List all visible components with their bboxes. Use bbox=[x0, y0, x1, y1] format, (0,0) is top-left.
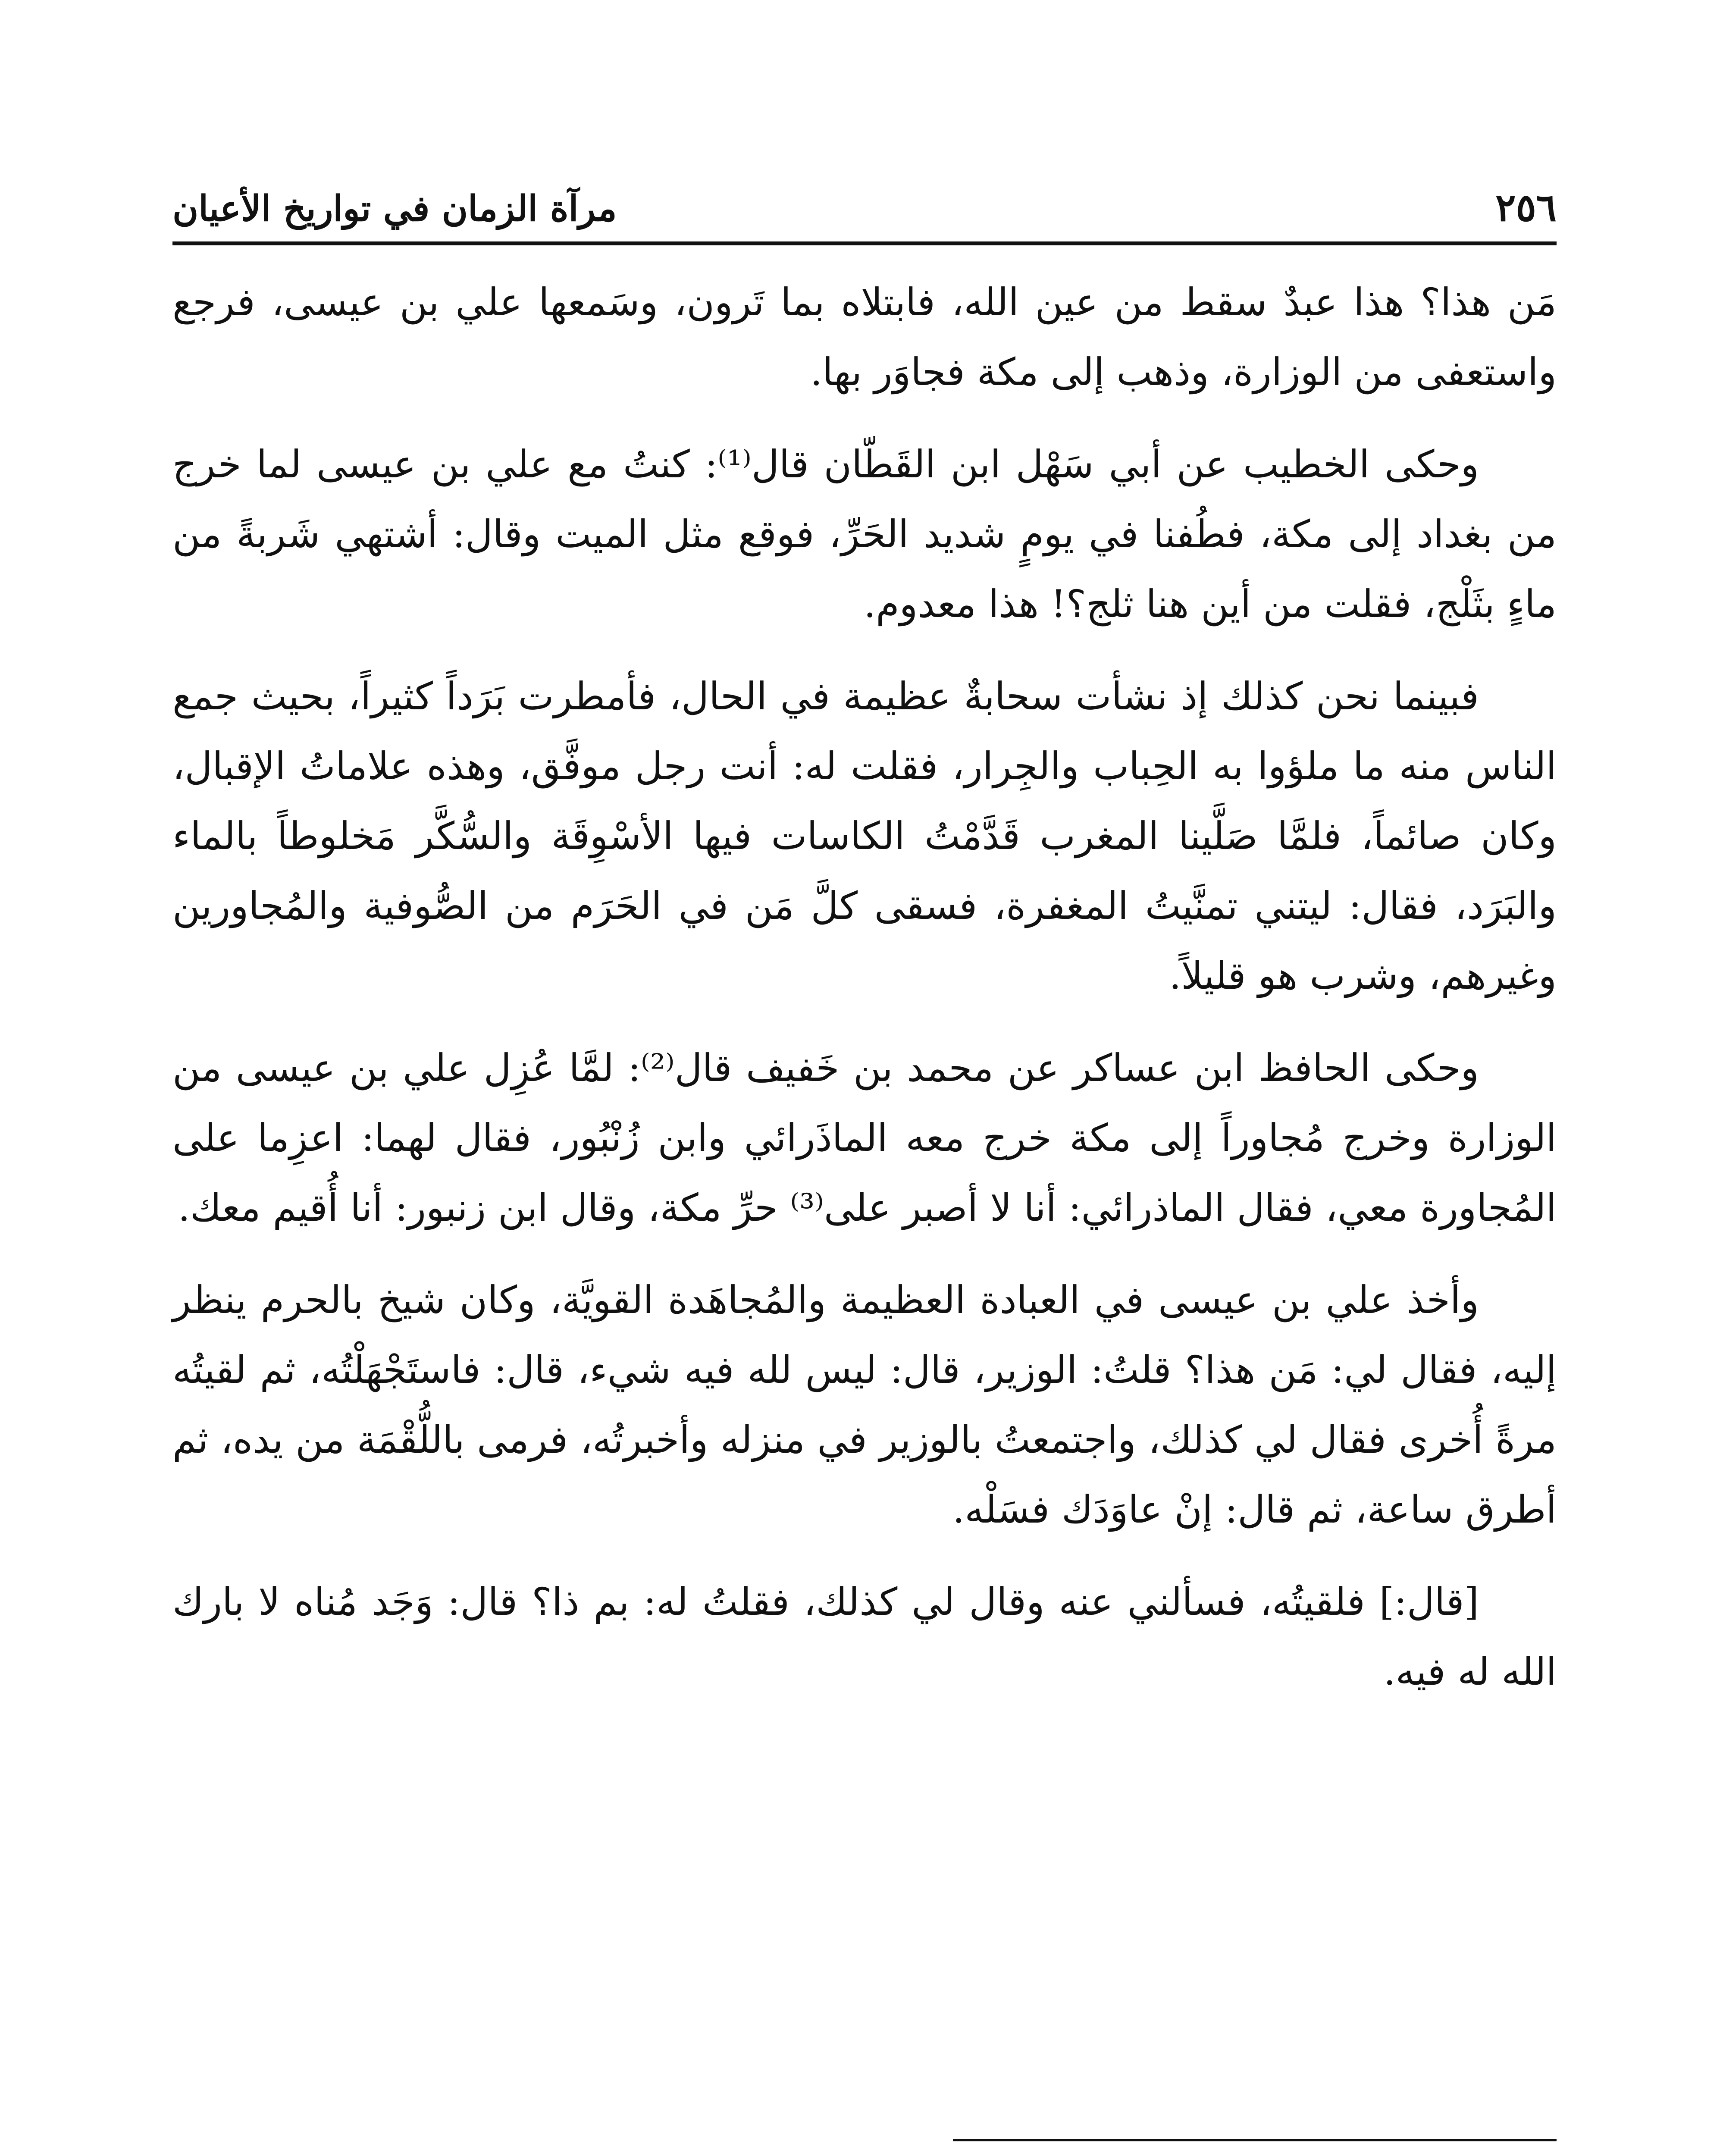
paragraph: وأخذ علي بن عيسى في العبادة العظيمة والمُجاهَدة القويَّة، وكان شيخ بالحرم ينظر إليه، فقال لي: مَن هذا؟ قلتُ: الوزير، قال: ليس لله فيه شيء، قال: فاستَجْهَلْتُه، ثم لقيتُه مرةً أُخرى فقال لي كذلك، واجتمعتُ بالوزير في منزله وأخبرتُه، فرمى باللُّقْمَة من يده، ثم أطرق ساعة، ثم قال: إنْ عاوَدَك فسَلْه. bbox=[172, 1278, 1557, 1532]
page-number: ٢٥٦ bbox=[1495, 185, 1557, 230]
paragraph: [قال:] فلقيتُه، فسألني عنه وقال لي كذلك، فقلتُ له: بم ذا؟ قال: وَجَد مُناه لا بارك الله له فيه. bbox=[172, 1579, 1557, 1694]
main-text bbox=[172, 267, 1557, 1729]
header-divider bbox=[172, 241, 1557, 245]
footnote-divider bbox=[953, 2139, 1557, 2141]
page-header bbox=[172, 166, 1557, 230]
paragraph: مَن هذا؟ هذا عبدٌ سقط من عين الله، فابتلاه بما تَرون، وسَمعها علي بن عيسى، فرجع واستعفى من الوزارة، وذهب إلى مكة فجاوَر بها. bbox=[172, 280, 1557, 394]
paragraph: وحكى الخطيب عن أبي سَهْل ابن القَطّان قال⁽¹⁾: كنتُ مع علي بن عيسى لما خرج من بغداد إلى مكة، فطُفنا في يومٍ شديد الحَرِّ، فوقع مثل الميت وقال: أشتهي شَربةً من ماءٍ بثَلْج، فقلت من أين هنا ثلج؟! هذا معدوم. bbox=[172, 442, 1557, 626]
paragraph: وحكى الحافظ ابن عساكر عن محمد بن خَفيف قال⁽²⁾: لمَّا عُزِل علي بن عيسى من الوزارة وخرج مُجاوراً إلى مكة خرج معه الماذَرائي وابن زُنْبُور، فقال لهما: اعزِما على المُجاورة معي، فقال الماذرائي: أنا لا أصبر على⁽³⁾ حرِّ مكة، وقال ابن زنبور: أنا أُقيم معك. bbox=[172, 1046, 1557, 1230]
running-title: مرآة الزمان في تواريخ الأعيان bbox=[172, 188, 617, 229]
paragraph: فبينما نحن كذلك إذ نشأت سحابةٌ عظيمة في الحال، فأمطرت بَرَداً كثيراً، بحيث جمع الناس منه ما ملؤوا به الحِباب والجِرار، فقلت له: أنت رجل موفَّق، وهذه علاماتُ الإقبال، وكان صائماً، فلمَّا صَلَّينا المغرب قَدَّمْتُ الكاسات فيها الأسْوِقَة والسُّكَّر مَخلوطاً بالماء والبَرَد، فقال: ليتني تمنَّيتُ المغفرة، فسقى كلَّ مَن في الحَرَم من الصُّوفية والمُجاورين وغيرهم، وشرب هو قليلاً. bbox=[172, 674, 1557, 998]
